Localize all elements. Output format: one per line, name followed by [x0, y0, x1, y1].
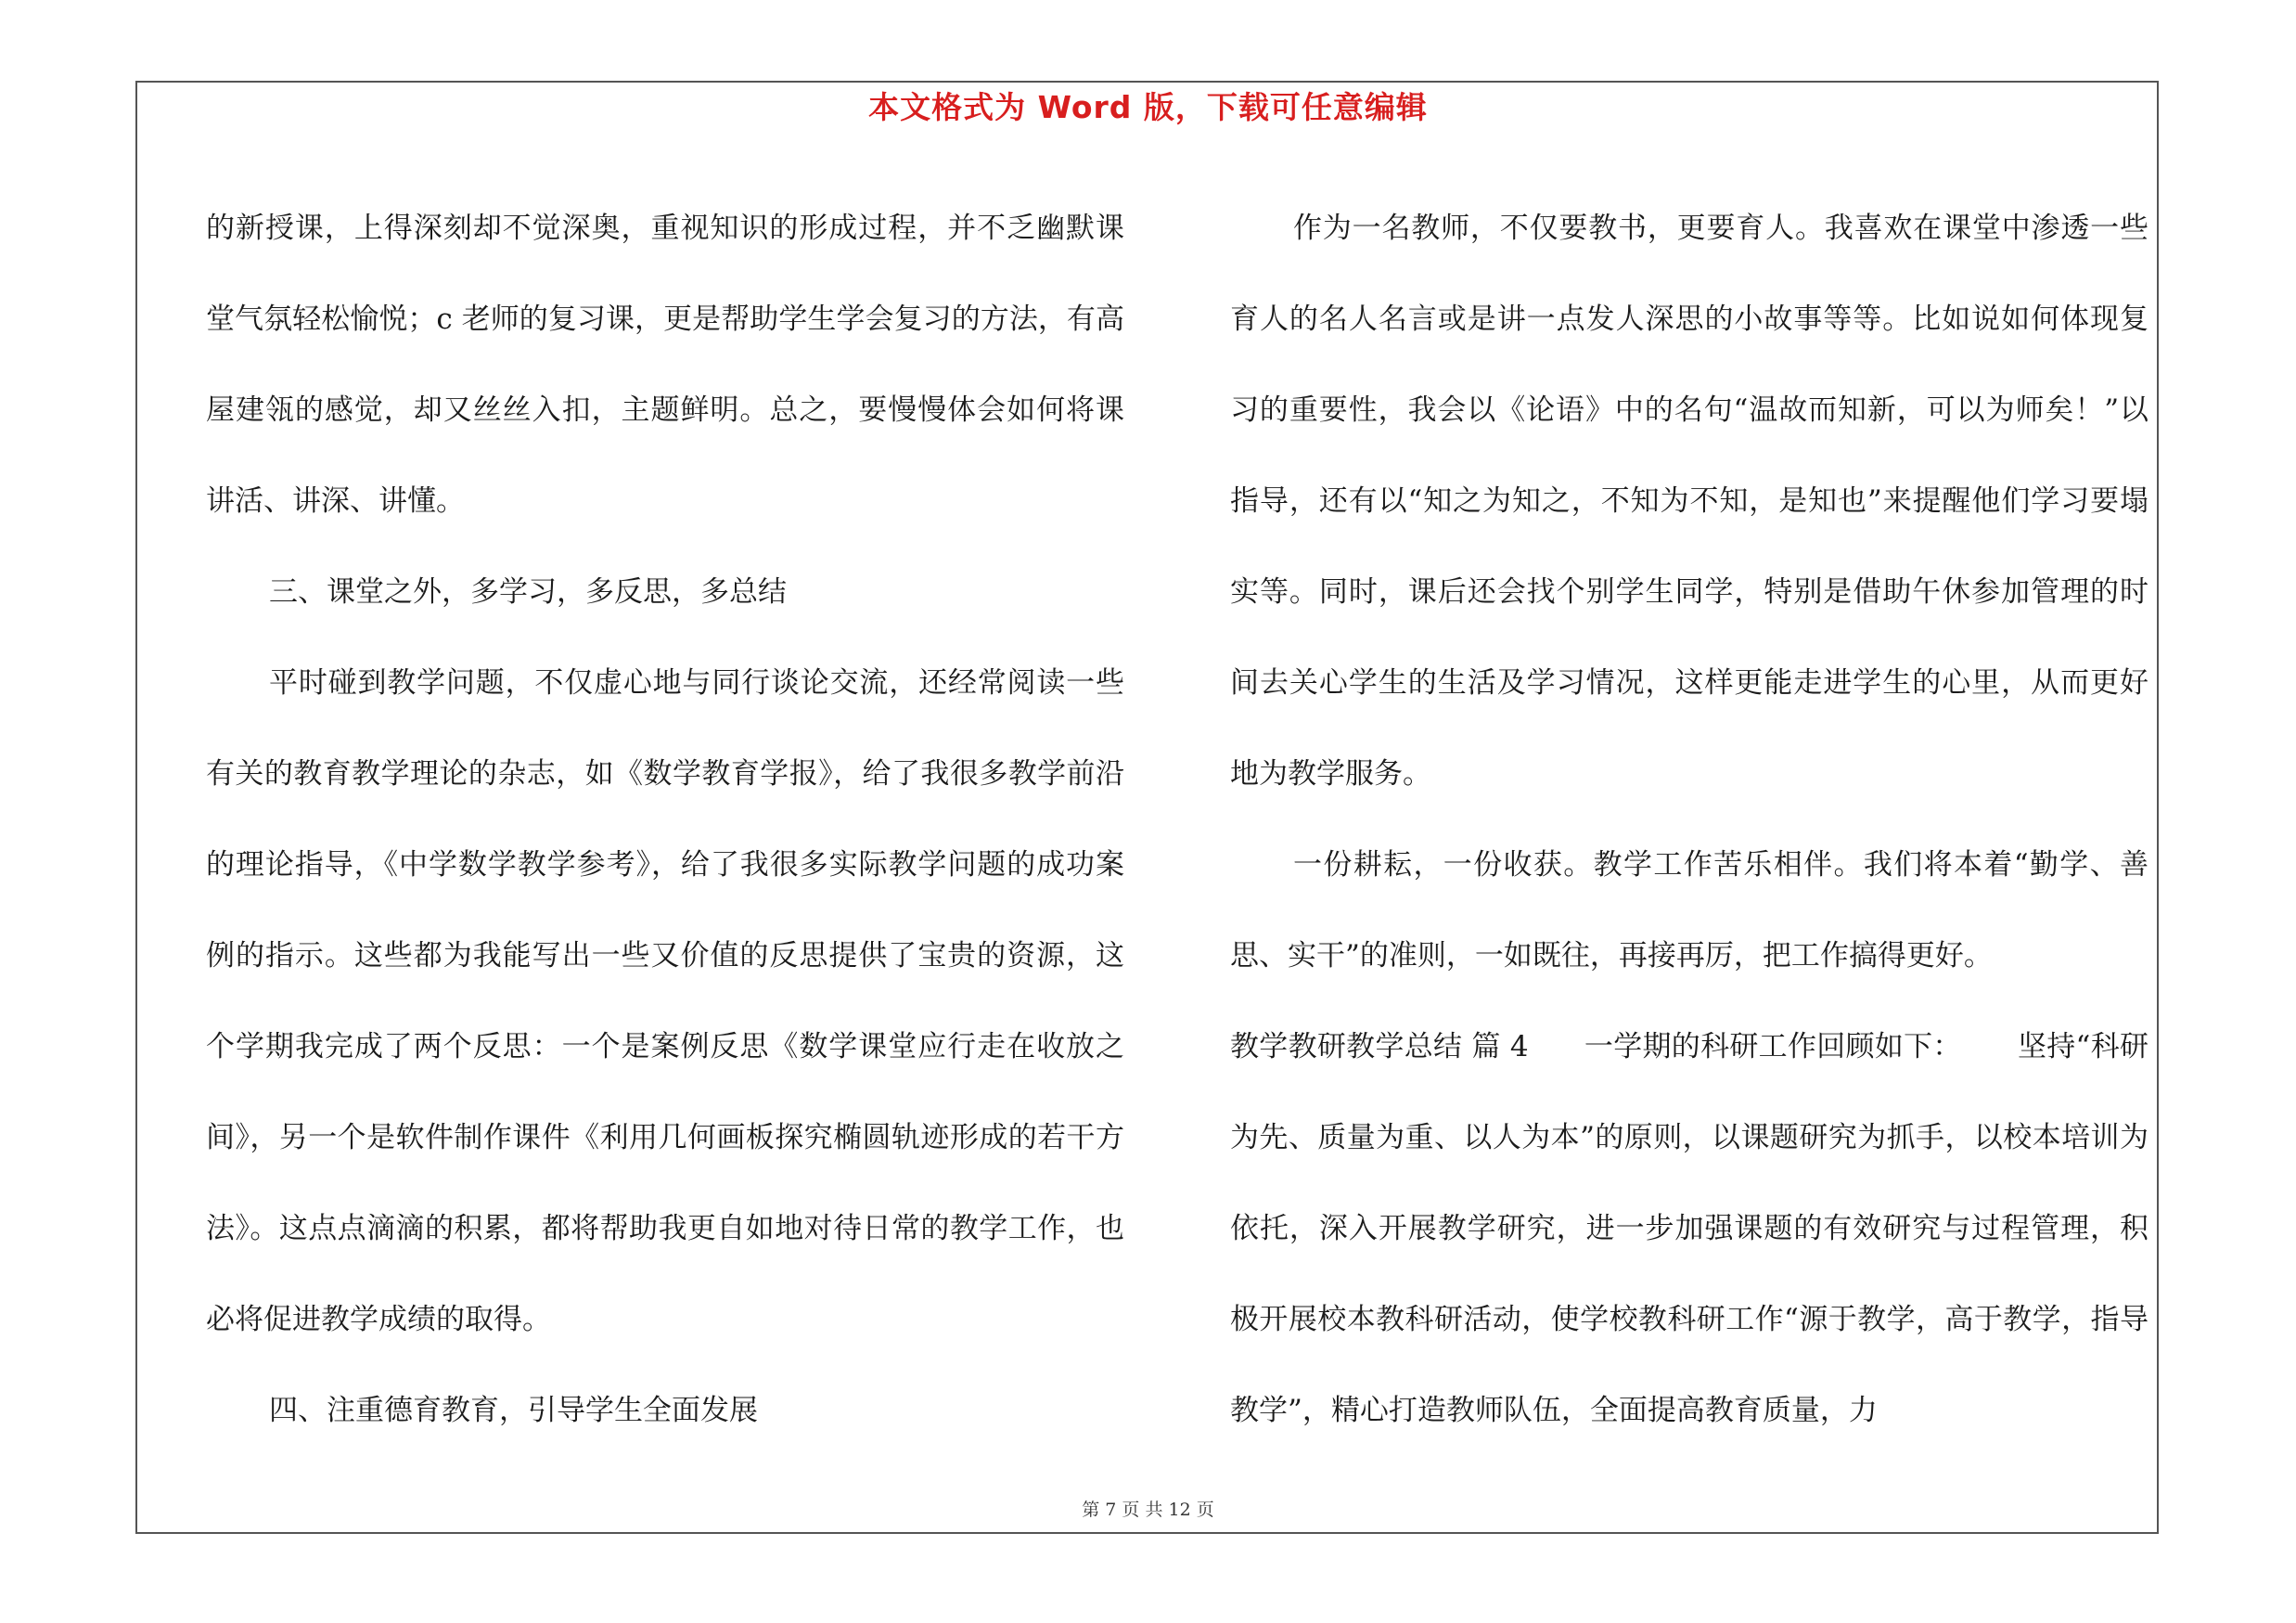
section-heading-3: 三、课堂之外，多学习，多反思，多总结 — [269, 575, 787, 609]
page-number: 第 7 页 共 12 页 — [1082, 1500, 1214, 1520]
right-column — [1230, 183, 2148, 1456]
left-paragraph-2: 平时碰到教学问题，不仅虚心地与同行谈论交流，还经常阅读一些有关的教育教学理论的杂志，如《数学教育学报》，给了我很多教学前沿的理论指导，《中学数学教学参考》，给了我很多实际教学问题的成功案例的指示。这些都为我能写出一些又价值的反思提供了宝贵的资源，这个学期我完成了两个反思：一个是案例反思《数学课堂应行走在收放之间》，另一个是软件制作课件《利用几何画板探究椭圆轨迹形成的若干方法》。这点点滴滴的积累，都将帮助我更自如地对待日常的教学工作，也必将促进教学成绩的取得。 — [206, 666, 1124, 1336]
right-paragraph-2: 一份耕耘，一份收获。教学工作苦乐相伴。我们将本着“勤学、善思、实干”的准则，一如既往，再接再厉，把工作搞得更好。 — [1230, 848, 2148, 973]
format-banner: 本文格式为 Word 版，下载可任意编辑 — [868, 89, 1428, 125]
left-paragraph-1: 的新授课，上得深刻却不觉深奥，重视知识的形成过程，并不乏幽默课堂气氛轻松愉悦；c 老师的复习课，更是帮助学生学会复习的方法，有高屋建瓴的感觉，却又丝丝入扣，主题鲜明。总之，要慢慢体会如何将课讲活、讲深、讲懂。 — [206, 212, 1124, 518]
left-column — [206, 183, 1124, 1456]
section-heading-4: 四、注重德育教育，引导学生全面发展 — [269, 1394, 758, 1427]
article-lead: 一学期的科研工作回顾如下： — [1584, 1030, 1962, 1063]
article-title: 教学教研教学总结 篇 4 — [1230, 1030, 1529, 1063]
article-body: 坚持“科研为先、质量为重、以人为本”的原则，以课题研究为抓手，以校本培训为依托，深入开展教学研究，进一步加强课题的有效研究与过程管理，积极开展校本教科研活动，使学校教科研工作“源于教学，高于教学，指导教学”，精心打造教师队伍，全面提高教育质量，力 — [1230, 1030, 2148, 1427]
right-paragraph-3 — [1230, 1001, 2148, 1456]
right-paragraph-1: 作为一名教师，不仅要教书，更要育人。我喜欢在课堂中渗透一些育人的名人名言或是讲一点发人深思的小故事等等。比如说如何体现复习的重要性，我会以《论语》中的名句“温故而知新，可以为师矣！”以指导，还有以“知之为知之，不知为不知，是知也”来提醒他们学习要塌实等。同时，课后还会找个别学生同学，特别是借助午休参加管理的时间去关心学生的生活及学习情况，这样更能走进学生的心里，从而更好地为教学服务。 — [1230, 212, 2148, 791]
